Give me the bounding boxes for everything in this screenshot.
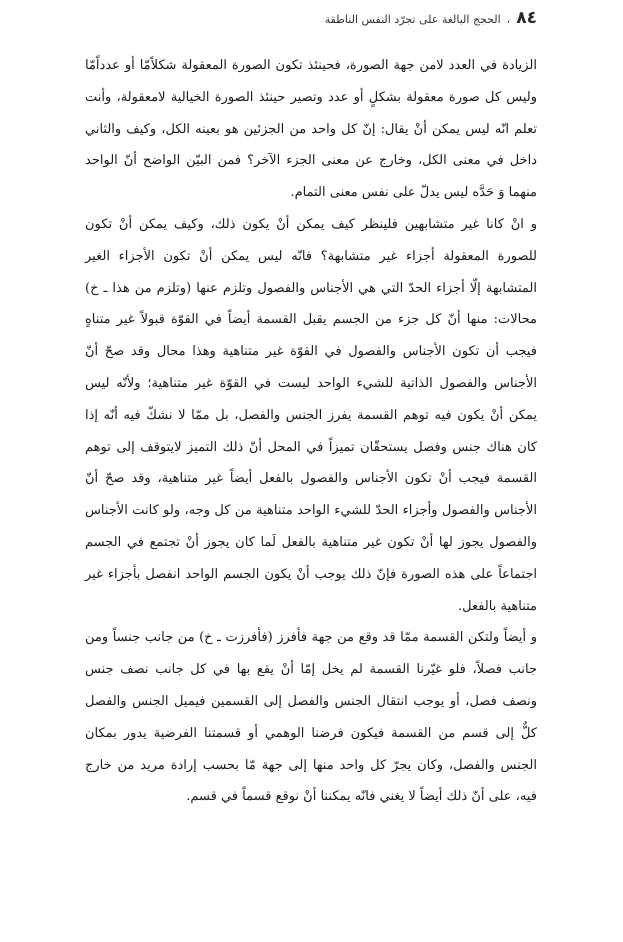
body-text [85,50,537,813]
paragraph-1: الزيادة في العدد لامن جهة الصورة، فحينئذ تكون الصورة المعقولة شكلاًمّا أو عدداًمّا وليس كل صورة معقولة بشكلٍ أو عدد وتصير حينئذ الصورة الخيالية لامعقولة، وأنت تعلم انّه ليس يمكن أنْ يقال: إنّ كل واحد من الجزئين هو بعينه الكل، وكيف والثاني داخل في معنى الكل، وخارج عن معنى الجزء الآخر؟ فمن البيّن الواضح أنّ الواحد منهما وَ حَدَّه ليس يدلّ على نفس معنى التمام. [85,58,537,201]
paragraph-2: و انْ كانا غير متشابهين فلينظر كيف يمكن أنْ يكون ذلك، وكيف يمكن أنْ تكون للصورة المعقولة أجزاء غير متشابهة؟ فانّه ليس يمكن أنْ تكون الأجزاء الغير المتشابهة إلّا أجزاء الحدّ التي هي الأجناس والفصول وتلزم عنها (وتلزم من هذا ـ خ) محالات: منها أنّ كل جزء من الجسم يقبل القسمة أيضاً في القوّة قبولاً غير متناهٍ فيجب أن تكون الأجناس والفصول في القوّة غير متناهية وهذا محال وقد صحّ أنّ الأجناس والفصول الذاتية للشيء الواحد ليست في القوّة غير متناهية؛ ولأنّه ليس يمكن أنْ يكون فيه توهم القسمة يفرز الجنس والفصل، بل ممّا لا نشكّ فيه أنّه إذا كان هناك جنس وفصل يستحقّان تميزاً في المحل أنّ ذلك التميز لايتوقف إلى توهم القسمة فيجب أنْ تكون الأجناس والفصول بالفعل أيضاً غير متناهية، وقد صحّ أنّ الأجناس والفصول وأجزاء الحدّ للشيء الواحد متناهية من كل وجه، ولو كانت الأجناس والفصول يجوز لها أنْ تكون غير متناهية بالفعل لَما كان يجوز أنْ تجتمع في الجسم اجتماعاً على هذه الصورة فإنّ ذلك يوجب أنْ يكون الجسم الواحد انفصل بأجزاء غير متناهية بالفعل. [85,216,537,614]
book-title: الحجج البالغة على تجرّد النفس الناطقة [324,13,501,26]
running-header [60,8,537,32]
header-separator: ، [506,13,511,26]
paragraph-3: و أيضاً ولتكن القسمة ممّا قد وقع من جهة فأفرز (فأفرزت ـ خ) من جانب جنساً ومن جانب فصلاً، فلو غيّرنا القسمة لم يخل إمّا أنْ يقع بها في كل جانب نصف جنس ونصف فصل، أو يوجب انتقال الجنس والفصل إلى القسمين فيميل الجنس والفصل كلٌّ إلى قسم من القسمة فيكون فرضنا الوهمي أو قسمتنا الفرضية يدور بمكان الجنس والفصل، وكان يجرّ كل واحد منها إلى جهة مّا بحسب إرادة مريد من خارج فيه، على أنّ ذلك أيضاً لا يغني فانّه يمكننا أنْ نوقع قسماً في قسم. [85,630,537,805]
page-number: ٨٤ [516,8,537,28]
